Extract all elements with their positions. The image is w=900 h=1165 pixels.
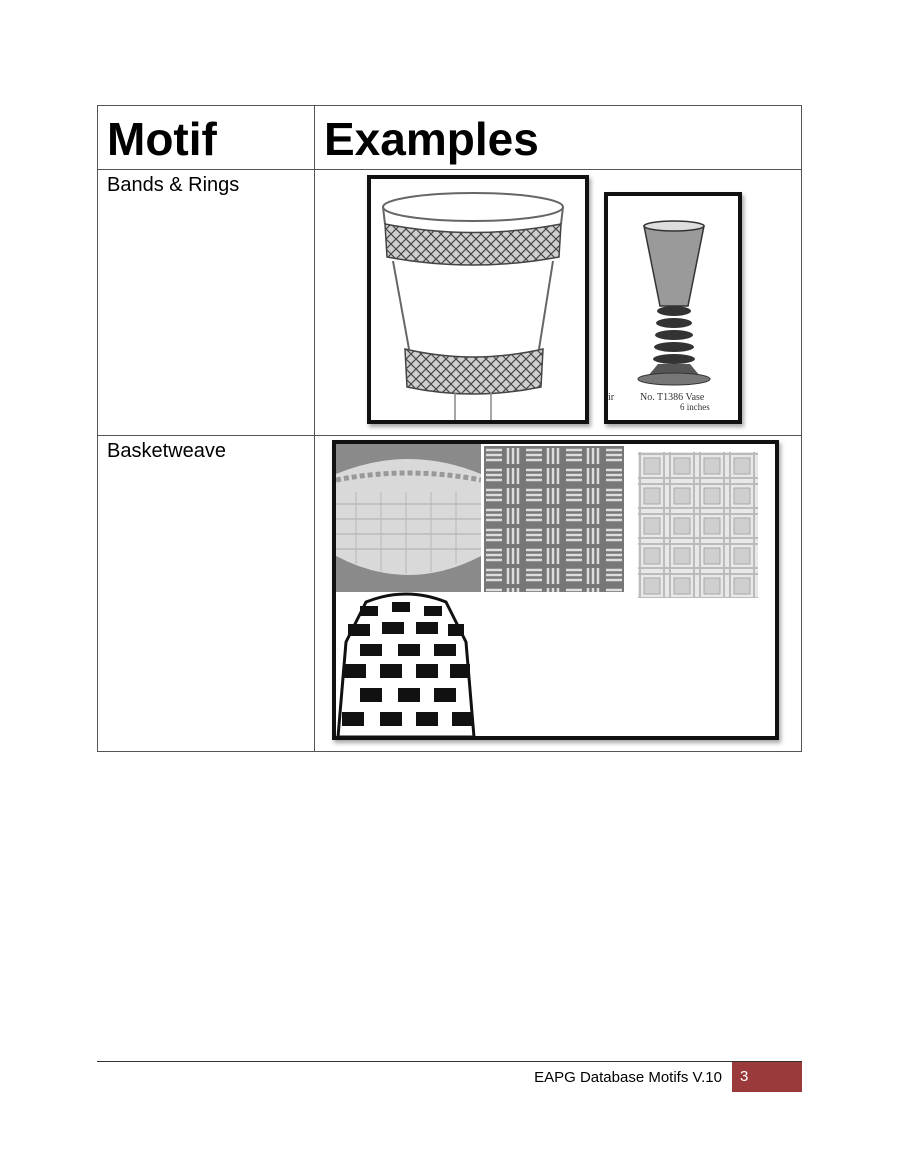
ringed-vase-illustration [604,192,742,424]
basketweave-closeup-photo [484,446,624,592]
basketweave-collage [332,440,779,740]
table-row [98,436,802,752]
lattice-panel-photo [638,452,758,598]
motif-label-bands-rings: Bands & Rings [98,170,315,436]
vase-caption-size: 6 inches [680,402,710,412]
basket-jar-illustration [336,592,476,737]
basket-bowl-photo [336,444,481,592]
header-examples: Examples [315,106,802,170]
motif-table [97,105,802,752]
vase-caption-name: No. T1386 Vase [640,392,705,403]
vase-caption-fragment: ir [608,392,615,403]
page-number-badge: 3 [732,1062,802,1092]
footer-rule [97,1061,802,1062]
footer-title: EAPG Database Motifs V.10 [534,1069,722,1086]
examples-cell-bands-rings [315,170,802,436]
banded-tumbler-illustration [367,175,589,424]
table-row [98,170,802,436]
examples-cell-basketweave [315,436,802,752]
header-motif: Motif [98,106,315,170]
motif-label-basketweave: Basketweave [98,436,315,752]
